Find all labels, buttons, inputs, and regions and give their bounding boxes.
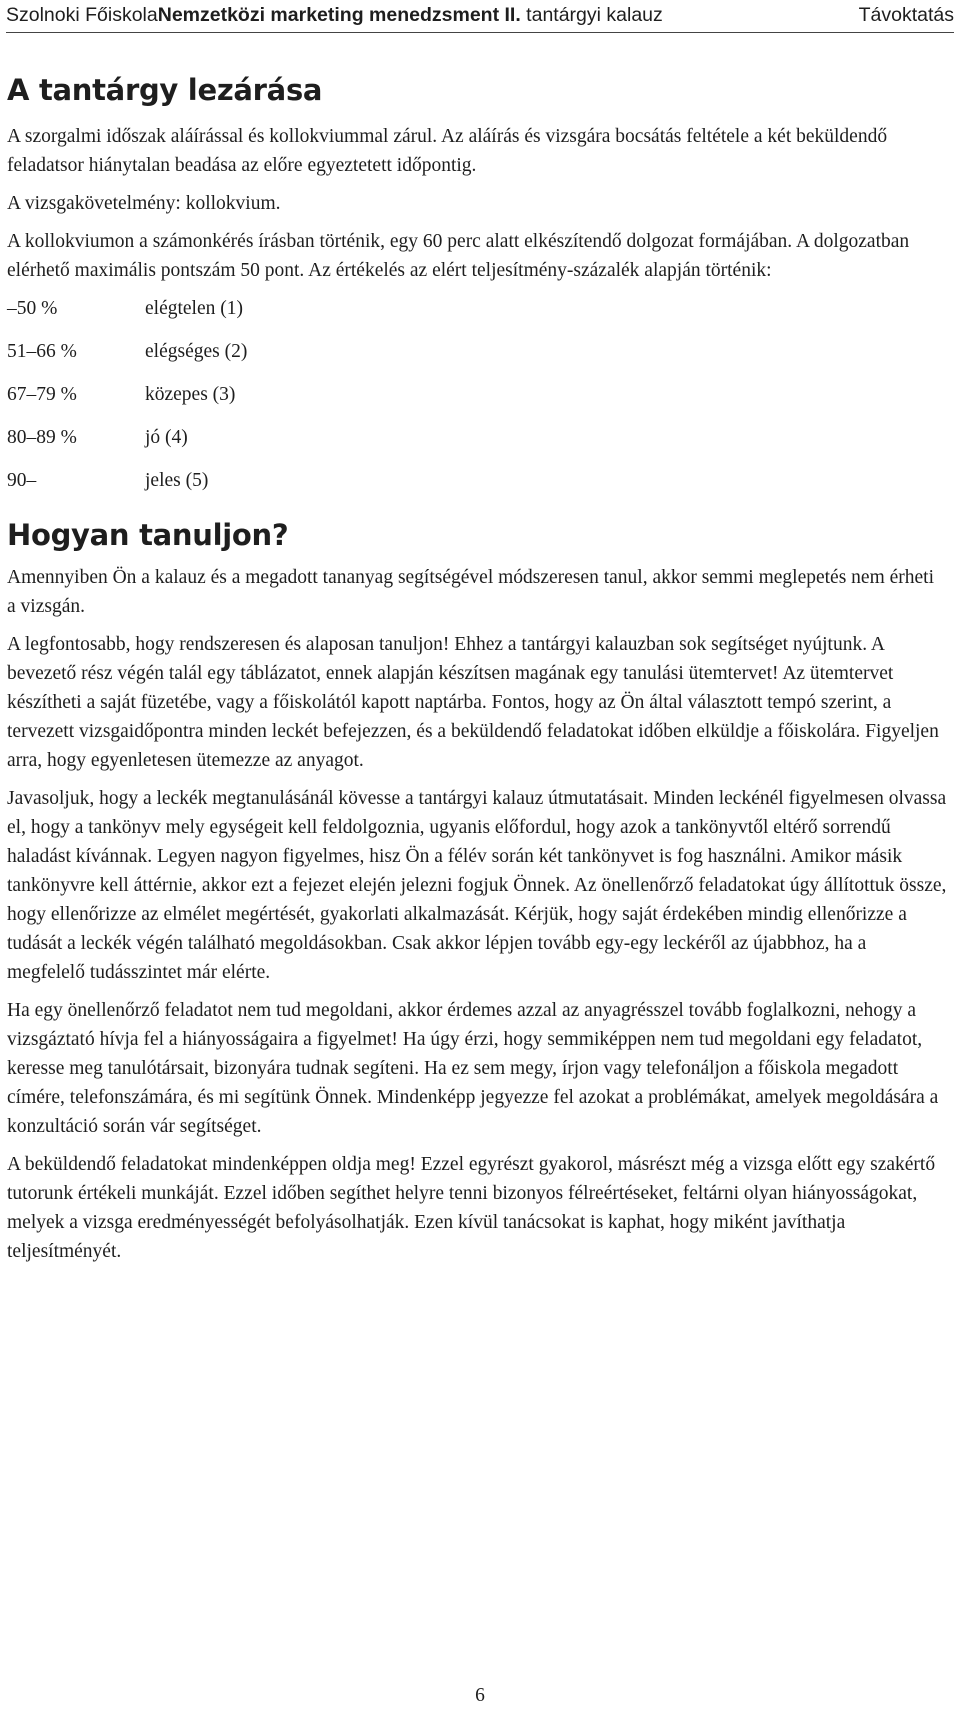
grade-row	[7, 294, 947, 323]
grade-range: 90–	[7, 470, 37, 491]
header-school: Szolnoki Főiskola	[6, 4, 158, 26]
grade-range: 51–66 %	[7, 341, 77, 362]
header-course: Nemzetközi marketing menedzsment II.	[157, 4, 521, 26]
paragraph: A kollokviumon a számonkérés írásban történik, egy 60 perc alatt elkészítendő dolgozat formájában. A dolgozatban elérhető maximális pontszám 50 pont. Az értékelés az elért teljesítmény-százalék alapján történik:	[7, 231, 910, 281]
header-guide: tantárgyi kalauz	[520, 4, 663, 26]
grade-range: 67–79 %	[7, 384, 77, 405]
paragraph: A szorgalmi időszak aláírással és kollokviummal zárul. Az aláírás és vizsgára bocsátás feltétele a két beküldendő feladatsor hiánytalan beadása az előre egyeztetett időpontig.	[7, 126, 888, 176]
grade-range: –50 %	[7, 298, 58, 319]
paragraph: Javasoljuk, hogy a leckék megtanulásánál kövesse a tantárgyi kalauz útmutatásait. Minden leckénél figyelmesen olvassa el, hogy a tankönyv mely egységeit kell feldolgoznia, ugyanis előfordul, hogy azok a tankönyvtől eltérő sorrendű haladást kívánnak. Legyen nagyon figyelmes, hisz Ön a félév során két tankönyvet is fog használni. Amikor másik tankönyvre kell áttérnie, akkor ezt a fejezet elején jelezni fogjuk Önnek. Az önellenőrző feladatokat úgy állítottuk össze, hogy ellenőrizze az elmélet megértését, gyakorlati alkalmazását. Kérjük, hogy saját érdekében mindig ellenőrizze a tudását a leckék végén található megoldásokban. Csak akkor lépjen tovább egy-egy leckéről az újabbhoz, ha a megfelelő tudásszintet már elérte.	[7, 788, 947, 983]
page-content	[7, 72, 947, 1275]
grade-row	[7, 380, 947, 409]
grade-mark: jeles (5)	[145, 470, 209, 491]
grade-row	[7, 337, 947, 366]
paragraph: A legfontosabb, hogy rendszeresen és alaposan tanuljon! Ehhez a tantárgyi kalauzban sok segítséget nyújtunk. A bevezető rész végén talál egy táblázatot, ennek alapján készítsen magának egy tanulási ütemtervet! Az ütemtervet készítheti a saját füzetébe, vagy a főiskolától kapott naptárba. Fontos, hogy az Ön által választott tempó szerint, a tervezett vizsgaidőpontra minden leckét befejezzen, és a beküldendő feladatokat időben elküldje a főiskolára. Figyeljen arra, hogy egyenletesen ütemezze az anyagot.	[7, 634, 939, 771]
grade-mark: jó (4)	[145, 427, 188, 448]
grade-range: 80–89 %	[7, 427, 77, 448]
grading-scale	[7, 294, 947, 495]
paragraph: A vizsgakövetelmény: kollokvium.	[7, 193, 281, 214]
grade-mark: elégtelen (1)	[145, 298, 243, 319]
grade-row	[7, 423, 947, 452]
grade-mark: közepes (3)	[145, 384, 236, 405]
header-mode: Távoktatás	[858, 4, 954, 26]
paragraph: Amennyiben Ön a kalauz és a megadott tananyag segítségével módszeresen tanul, akkor semmi meglepetés nem érheti a vizsgán.	[7, 567, 935, 617]
section-title-how-to-study: Hogyan tanuljon?	[7, 518, 289, 552]
paragraph: Ha egy önellenőrző feladatot nem tud megoldani, akkor érdemes azzal az anyagrésszel tovább foglalkozni, nehogy a vizsgáztató hívja fel a hiányosságaira a figyelmet! Ha úgy érzi, hogy semmiképpen nem tud megoldani egy feladatot, keresse meg tanulótársait, bizonyára tudnak segíteni. Ha ez sem megy, írjon vagy telefonáljon a főiskola megadott címére, telefonszámára, és mi segítünk Önnek. Mindenképp jegyezze fel azokat a problémákat, amelyek megoldására a konzultáció során vár segítséget.	[7, 1000, 939, 1137]
section-title-closing: A tantárgy lezárása	[7, 73, 323, 107]
grade-row	[7, 466, 947, 495]
grade-mark: elégséges (2)	[145, 341, 248, 362]
paragraph: A beküldendő feladatokat mindenképpen oldja meg! Ezzel egyrészt gyakorol, másrészt még a vizsga előtt egy szakértő tutorunk értékeli munkáját. Ezzel időben segíthet helyre tenni bizonyos félreértéseket, feltárni olyan hiányosságokat, melyek a vizsga eredményességét befolyásolhatják. Ezen kívül tanácsokat is kaphat, hogy miként javíthatja teljesítményét.	[7, 1154, 936, 1262]
header-title	[6, 2, 663, 28]
page-header	[6, 2, 954, 33]
page-number: 6	[475, 1685, 485, 1706]
